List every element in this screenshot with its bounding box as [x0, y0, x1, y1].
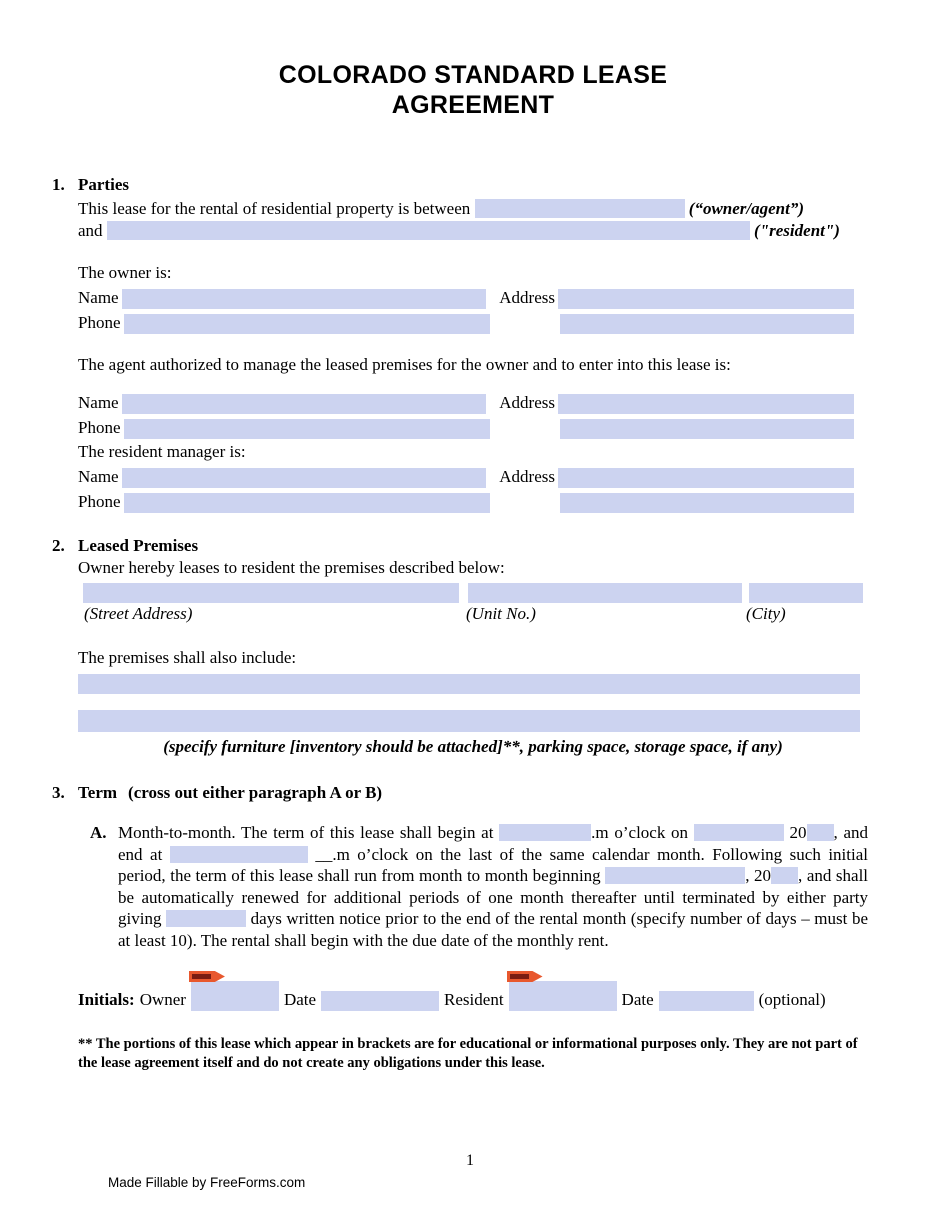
resident-initials-label: Resident [444, 990, 504, 1009]
address-label: Address [499, 393, 555, 412]
address-label: Address [499, 288, 555, 307]
premises-include-field-2[interactable] [78, 710, 860, 732]
phone-label: Phone [78, 418, 121, 437]
term-text-2: .m o’clock on [591, 823, 689, 842]
owner-initials-wrap [191, 981, 279, 1011]
owner-initials-field[interactable] [191, 981, 279, 1011]
and-text: and [78, 221, 103, 240]
premises-field-labels [78, 603, 868, 625]
section-3-title: Term [78, 783, 118, 802]
optional-label: (optional) [758, 990, 826, 1009]
parties-intro-text: This lease for the rental of residential property is between [78, 199, 471, 218]
manager-phone-row [78, 491, 868, 513]
name-label: Name [78, 288, 119, 307]
resident-initials-wrap [509, 981, 617, 1011]
manager-phone-field[interactable] [124, 493, 490, 513]
resident-initials-field[interactable] [509, 981, 617, 1011]
term-paragraph-a [78, 822, 868, 951]
resident-field[interactable] [107, 221, 750, 240]
term-text-9: days written notice prior to the end of the rental month (specify number of days – must be at least 10). The rental shall begin with the due date of the monthly rent. [118, 909, 869, 950]
premises-include-intro: The premises shall also include: [78, 648, 297, 667]
owner-date-label: Date [283, 990, 317, 1009]
owner-phone-row [78, 312, 868, 334]
term-notice-days-field[interactable] [166, 910, 246, 927]
unit-no-field[interactable] [468, 583, 742, 603]
term-text-5: __.m o’clock on the last of the same calendar month. Following such initial period, the term of this lease shall run from month to month beginning [118, 844, 868, 885]
document-title [78, 0, 868, 120]
term-year-field[interactable] [771, 867, 798, 884]
leased-premises-intro: Owner hereby leases to resident the premises described below: [78, 558, 505, 577]
owner-agent-label: (“owner/agent”) [688, 199, 805, 218]
footer-credit: Made Fillable by FreeForms.com [108, 1175, 306, 1190]
manager-address-field[interactable] [558, 468, 854, 488]
agent-intro-text: The agent authorized to manage the leased premises for the owner and to enter into this lease is: [78, 355, 731, 374]
manager-address-2-field[interactable] [560, 493, 854, 513]
term-month-beginning-field[interactable] [605, 867, 745, 884]
initials-label: Initials: [78, 990, 135, 1009]
manager-name-field[interactable] [122, 468, 486, 488]
specify-furniture-note: (specify furniture [inventory should be attached]**, parking space, storage space, if any) [163, 737, 783, 756]
term-text-4: , and end at [118, 823, 869, 864]
resident-label: ("resident") [754, 221, 840, 240]
owner-agent-field[interactable] [475, 199, 685, 218]
owner-initials-date-field[interactable] [321, 991, 439, 1011]
title-line-2: AGREEMENT [391, 91, 555, 119]
parties-intro-line-1 [78, 198, 868, 220]
initials-row [78, 981, 868, 1011]
term-end-time-field[interactable] [170, 846, 308, 863]
section-1-heading [52, 174, 868, 196]
section-2-title: Leased Premises [78, 536, 199, 555]
manager-is-text: The resident manager is: [78, 442, 246, 461]
manager-name-row [78, 466, 868, 488]
owner-label: Owner [139, 990, 186, 1009]
educational-footnote: ** The portions of this lease which appear in brackets are for educational or informational purposes only. They are not part of the lease agreement itself and do not create any obligations under this lease. [78, 1036, 858, 1071]
agent-address-field[interactable] [558, 394, 854, 414]
address-label: Address [499, 467, 555, 486]
agent-phone-field[interactable] [124, 419, 490, 439]
agent-name-field[interactable] [122, 394, 486, 414]
term-begin-year-field[interactable] [807, 824, 834, 841]
section-3-number: 3. [52, 783, 65, 802]
page-number: 1 [466, 1152, 474, 1169]
term-text-7: 20 [754, 866, 772, 885]
section-3-note: (cross out either paragraph A or B) [128, 783, 383, 802]
owner-address-field[interactable] [558, 289, 854, 309]
city-label: (City) [746, 604, 786, 623]
term-text-6: , [745, 866, 750, 885]
parties-intro-line-2 [78, 220, 868, 242]
phone-label: Phone [78, 492, 121, 511]
city-field[interactable] [749, 583, 863, 603]
owner-name-row [78, 287, 868, 309]
term-begin-date-field[interactable] [694, 824, 784, 841]
name-label: Name [78, 467, 119, 486]
section-1-title: Parties [78, 175, 129, 194]
owner-address-2-field[interactable] [560, 314, 854, 334]
owner-is-text: The owner is: [78, 263, 172, 282]
premises-fields-row [78, 583, 868, 603]
street-address-field[interactable] [83, 583, 459, 603]
resident-initials-date-field[interactable] [659, 991, 754, 1011]
owner-name-field[interactable] [122, 289, 486, 309]
name-label: Name [78, 393, 119, 412]
unit-no-label: (Unit No.) [466, 604, 536, 623]
agent-name-row [78, 392, 868, 414]
term-text-3: 20 [789, 823, 807, 842]
owner-phone-field[interactable] [124, 314, 490, 334]
term-text-1: Month-to-month. The term of this lease shall begin at [118, 823, 494, 842]
section-2-number: 2. [52, 536, 65, 555]
section-1-number: 1. [52, 175, 65, 194]
premises-include-field-1[interactable] [78, 674, 860, 694]
paragraph-a-label: A. [90, 823, 107, 842]
street-address-label: (Street Address) [84, 604, 193, 623]
term-text-8: , and shall be automatically renewed for additional periods of one month thereafter until terminated by either party giving [118, 866, 869, 928]
section-2-heading [52, 535, 868, 557]
agent-phone-row [78, 417, 868, 439]
agent-address-2-field[interactable] [560, 419, 854, 439]
resident-date-label: Date [621, 990, 654, 1009]
title-line-1: COLORADO STANDARD LEASE [278, 61, 668, 89]
term-begin-time-field[interactable] [499, 824, 591, 841]
phone-label: Phone [78, 313, 121, 332]
section-3-heading [52, 782, 868, 804]
